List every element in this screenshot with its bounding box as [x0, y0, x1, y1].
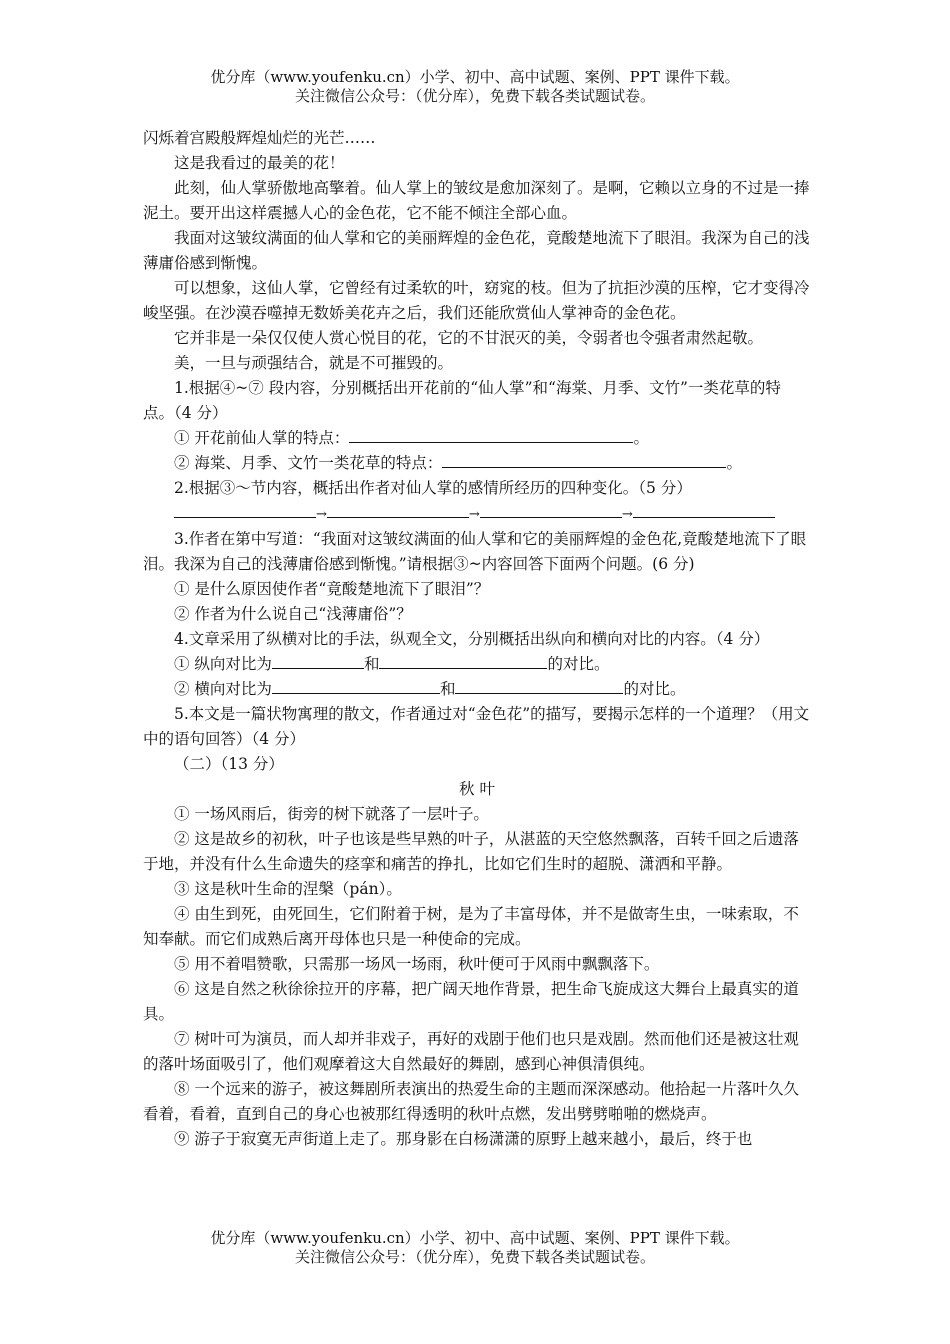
- question-3-part-2: ② 作者为什么说自己“浅薄庸俗”？: [174, 605, 412, 623]
- question-4: 4.文章采用了纵横对比的手法，纵观全文，分别概括出纵向和横向对比的内容。（4 分）: [174, 630, 770, 648]
- paragraph: ② 这是故乡的初秋，叶子也该是些早熟的叶子，从湛蓝的天空悠然飘落，百转千回之后遗落于地，并没有什么生命遗失的痉挛和痛苦的挣扎，比如它们生时的超脱、潇洒和平静。: [143, 830, 799, 873]
- paragraph: ⑦ 树叶可为演员，而人却并非戏子，再好的戏剧于他们也只是戏剧。然而他们还是被这壮观的落叶场面吸引了，他们观摩着这大自然最好的舞剧，感到心神俱清俱纯。: [143, 1030, 799, 1073]
- question-2-blanks: → → →: [143, 501, 811, 527]
- paragraph: 我面对这皱纹满面的仙人掌和它的美丽辉煌的金色花，竟酸楚地流下了眼泪。我深为自己的浅薄庸俗感到惭愧。: [143, 229, 810, 272]
- header-line-1: 优分库（www.youfenku.cn）小学、初中、高中试题、案例、PPT 课件下载。: [210, 68, 740, 86]
- answer-blank[interactable]: [174, 501, 316, 518]
- paragraph: 美，一旦与顽强结合，就是不可摧毁的。: [174, 354, 454, 372]
- question-1-part-2: ② 海棠、月季、文竹一类花草的特点： 。: [143, 451, 811, 476]
- paragraph: 此刻，仙人掌骄傲地高擎着。仙人掌上的皱纹是愈加深刻了。是啊，它赖以立身的不过是一捧泥土。要开出这样震撼人心的金色花，它不能不倾注全部心血。: [143, 179, 810, 222]
- answer-blank[interactable]: [442, 451, 726, 468]
- section-heading: （二）（13 分）: [174, 755, 284, 773]
- paragraph: ⑤ 用不着唱赞歌，只需那一场风一场雨，秋叶便可于风雨中飘飘落下。: [174, 955, 660, 973]
- footer-line-2: 关注微信公众号：（优分库），免费下载各类试题试卷。: [294, 1248, 655, 1266]
- document-body: [143, 126, 811, 1152]
- question-4-part-2: ② 横向对比为 和 的对比。: [143, 677, 811, 702]
- paragraph: 这是我看过的最美的花！: [174, 154, 345, 172]
- question-1-part-1: ① 开花前仙人掌的特点： 。: [143, 426, 811, 451]
- page-header: [0, 68, 950, 106]
- article-title: 秋 叶: [459, 780, 495, 798]
- paragraph: 可以想象，这仙人掌，它曾经有过柔软的叶，窈窕的枝。但为了抗拒沙漠的压榨，它才变得冷峻坚强。在沙漠吞噬掉无数娇美花卉之后，我们还能欣赏仙人掌神奇的金色花。: [143, 279, 810, 322]
- paragraph: 它并非是一朵仅仅使人赏心悦目的花，它的不甘泯灭的美，令弱者也令强者肃然起敬。: [174, 329, 764, 347]
- paragraph: ⑥ 这是自然之秋徐徐拉开的序幕，把广阔天地作背景，把生命飞旋成这大舞台上最真实的道具。: [143, 980, 799, 1023]
- answer-blank[interactable]: [633, 501, 775, 518]
- question-4-part-1: ① 纵向对比为 和 的对比。: [143, 652, 811, 677]
- answer-blank[interactable]: [480, 501, 622, 518]
- answer-blank[interactable]: [272, 652, 364, 669]
- page-footer: [0, 1229, 950, 1267]
- answer-blank[interactable]: [379, 652, 547, 669]
- header-line-2: 关注微信公众号：（优分库），免费下载各类试题试卷。: [294, 87, 655, 105]
- paragraph: ⑨ 游子于寂寞无声街道上走了。那身影在白杨潇潇的原野上越来越小，最后，终于也: [174, 1130, 753, 1148]
- answer-blank[interactable]: [272, 677, 440, 694]
- footer-line-1: 优分库（www.youfenku.cn）小学、初中、高中试题、案例、PPT 课件下载。: [210, 1229, 740, 1247]
- question-5: 5.本文是一篇状物寓理的散文，作者通过对“金色花”的描写，要揭示怎样的一个道理？（用文中的语句回答）（4 分）: [143, 705, 810, 748]
- answer-blank[interactable]: [327, 501, 469, 518]
- answer-blank[interactable]: [455, 677, 623, 694]
- answer-blank[interactable]: [349, 426, 633, 443]
- question-2: 2.根据③～节内容，概括出作者对仙人掌的感情所经历的四种变化。（5 分）: [174, 479, 692, 497]
- question-3: 3.作者在第中写道：“我面对这皱纹满面的仙人掌和它的美丽辉煌的金色花,竟酸楚地流下了眼泪。我深为自己的浅薄庸俗感到惭愧。”请根据③~内容回答下面两个问题。(6 分): [143, 530, 807, 573]
- paragraph: ④ 由生到死，由死回生，它们附着于树，是为了丰富母体，并不是做寄生虫，一味索取，不知奉献。而它们成熟后离开母体也只是一种使命的完成。: [143, 905, 799, 948]
- paragraph: 闪烁着宫殿般辉煌灿烂的光芒……: [143, 129, 376, 147]
- paragraph: ⑧ 一个远来的游子，被这舞剧所表演出的热爱生命的主题而深深感动。他拾起一片落叶久久看着，看着，直到自己的身心也被那红得透明的秋叶点燃，发出劈劈啪啪的燃烧声。: [143, 1080, 799, 1123]
- question-1: 1.根据④~⑦ 段内容，分别概括出开花前的“仙人掌”和“海棠、月季、文竹”一类花草的特点。（4 分）: [143, 379, 781, 422]
- question-3-part-1: ① 是什么原因使作者“竟酸楚地流下了眼泪”？: [174, 580, 490, 598]
- paragraph: ① 一场风雨后，街旁的树下就落了一层叶子。: [174, 805, 489, 823]
- paragraph: ③ 这是秋叶生命的涅槃（pán）。: [174, 880, 402, 898]
